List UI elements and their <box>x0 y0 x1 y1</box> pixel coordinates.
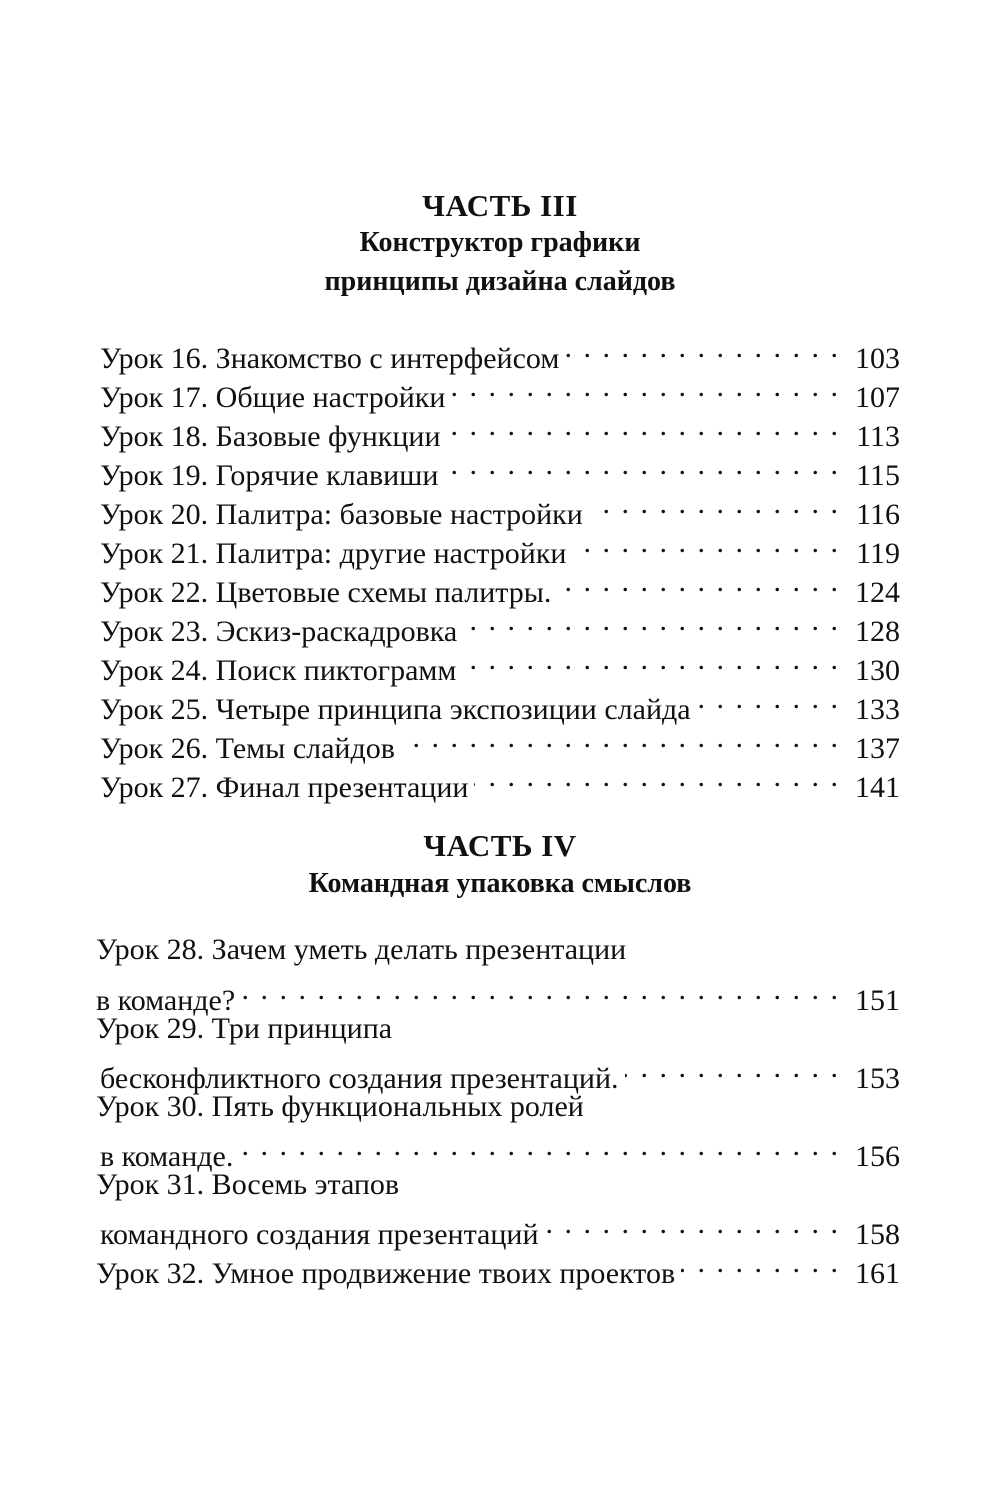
toc-entry <box>96 1243 900 1290</box>
toc-entry-title: Урок 20. Палитра: базовые настройки <box>100 498 583 531</box>
part-3-number: ЧАСТЬ III <box>422 188 578 223</box>
toc-entry <box>100 1126 900 1173</box>
toc-entry <box>100 1204 900 1251</box>
toc-entry <box>100 718 900 765</box>
toc-leader-dots <box>474 757 840 797</box>
toc-leader-dots <box>565 328 840 368</box>
toc-leader-dots <box>451 367 840 407</box>
toc-entry-page: 133 <box>855 693 900 726</box>
toc-entry-page: 158 <box>855 1218 900 1251</box>
toc-entry <box>100 484 900 531</box>
toc-leader-dots <box>239 1126 840 1166</box>
toc-entry-page: 153 <box>855 1062 900 1095</box>
toc-leader-dots <box>447 406 840 446</box>
toc-entry-title: Урок 27. Финал презентации <box>100 771 469 804</box>
toc-entry <box>100 328 900 375</box>
toc-leader-dots <box>462 640 840 680</box>
toc-entry-title: Урок 22. Цветовые схемы палитры. <box>100 576 552 609</box>
toc-entry <box>100 1048 900 1095</box>
toc-entry <box>100 679 900 726</box>
toc-entry-page: 113 <box>856 420 900 453</box>
toc-entry <box>100 640 900 687</box>
toc-entry <box>100 601 900 648</box>
toc-entry-title: Урок 25. Четыре принципа экспозиции слайда <box>100 693 691 726</box>
toc-entry-page: 116 <box>856 498 900 531</box>
toc-entry-title: Урок 19. Горячие клавиши <box>100 459 439 492</box>
toc-entry-title: Урок 16. Знакомство с интерфейсом <box>100 342 560 375</box>
toc-entry-title: Урок 18. Базовые функции <box>100 420 441 453</box>
toc-entry-title: в команде? <box>96 984 236 1017</box>
toc-entry-page: 151 <box>855 984 900 1017</box>
toc-entry-title-line1: Урок 28. Зачем уметь делать презентации <box>96 933 627 966</box>
toc-entry-title-line1: Урок 30. Пять функциональных ролей <box>96 1090 584 1123</box>
toc-entry-title: Урок 17. Общие настройки <box>100 381 446 414</box>
toc-leader-dots <box>557 562 840 602</box>
part-4-number: ЧАСТЬ IV <box>423 828 577 863</box>
toc-entry-title-line1: Урок 31. Восемь этапов <box>96 1168 400 1201</box>
toc-entry-title: бесконфликтного создания презентаций. <box>100 1062 619 1095</box>
toc-entry <box>100 367 900 414</box>
toc-leader-dots <box>589 484 840 524</box>
toc-leader-dots <box>401 718 840 758</box>
toc-leader-dots <box>241 970 840 1010</box>
toc-entry <box>100 406 900 453</box>
part-4-title: Командная упаковка смыслов <box>308 868 692 899</box>
toc-entry-page: 128 <box>855 615 900 648</box>
toc-entry-page: 103 <box>855 342 900 375</box>
toc-entry-title: Урок 21. Палитра: другие настройки <box>100 537 567 570</box>
toc-entry-title: командного создания презентаций <box>100 1218 539 1251</box>
toc-entry-page: 141 <box>855 771 900 804</box>
toc-entry-page: 107 <box>855 381 900 414</box>
toc-leader-dots <box>444 445 840 485</box>
toc-entry-page: 124 <box>855 576 900 609</box>
toc-entry-page: 156 <box>855 1140 900 1173</box>
toc-entry <box>100 523 900 570</box>
toc-entry-title: Урок 32. Умное продвижение твоих проектов <box>96 1257 676 1290</box>
toc-leader-dots <box>463 601 840 641</box>
part-3-title: Конструктор графики <box>359 227 641 258</box>
toc-entry-page: 115 <box>856 459 900 492</box>
toc-entry <box>100 562 900 609</box>
toc-leader-dots <box>625 1048 841 1088</box>
toc-entry-page: 161 <box>855 1257 900 1290</box>
toc-entry-page: 137 <box>855 732 900 765</box>
toc-entry-page: 119 <box>856 537 900 570</box>
toc-leader-dots <box>697 679 840 719</box>
toc-entry-title: Урок 26. Темы слайдов <box>100 732 395 765</box>
toc-leader-dots <box>572 523 840 563</box>
toc-entry <box>96 970 900 1017</box>
toc-leader-dots <box>545 1204 840 1244</box>
toc-entry-title-line1: Урок 29. Три принципа <box>96 1012 393 1045</box>
toc-entry-page: 130 <box>855 654 900 687</box>
part-3-subtitle: принципы дизайна слайдов <box>324 266 676 297</box>
toc-entry-title: Урок 23. Эскиз-раскадровка <box>100 615 458 648</box>
toc-entry <box>100 445 900 492</box>
toc-leader-dots <box>681 1243 840 1283</box>
toc-entry <box>100 757 900 804</box>
toc-entry-title: Урок 24. Поиск пиктограмм <box>100 654 457 687</box>
toc-entry-title: в команде. <box>100 1140 234 1173</box>
